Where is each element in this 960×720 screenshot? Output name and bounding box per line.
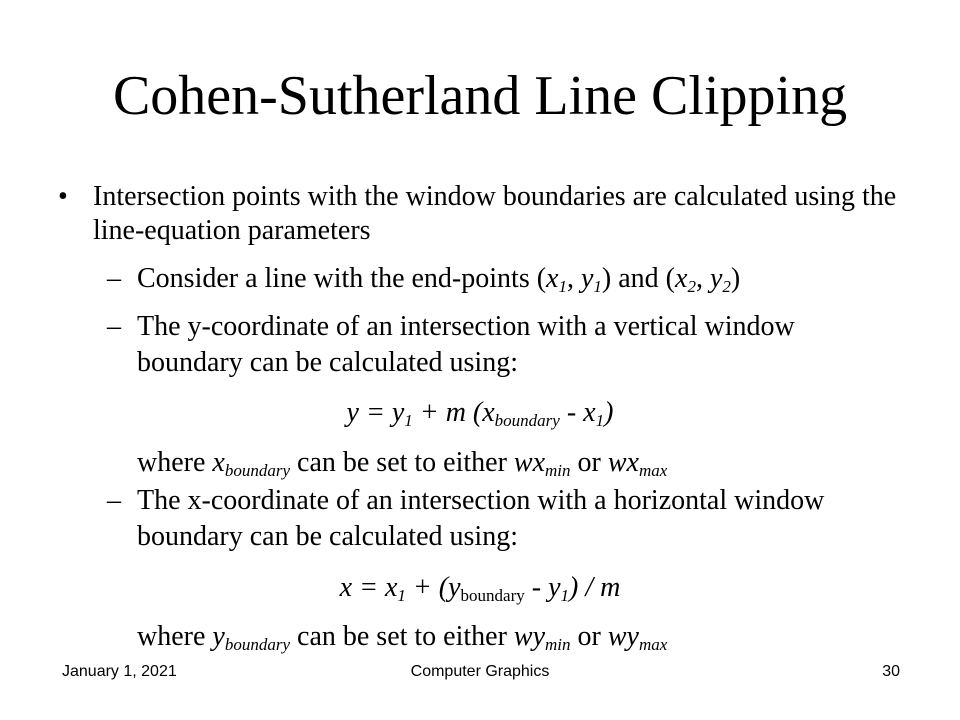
eq-part: y = y	[346, 397, 405, 428]
sub-bullet-1-marker: –	[107, 263, 121, 294]
eq-sub: 1	[397, 586, 406, 605]
var-sub: min	[545, 635, 571, 654]
sub-bullet-3-marker: –	[107, 485, 121, 516]
eq-sub: 1	[560, 586, 570, 605]
eq-part: - y	[524, 572, 561, 603]
sub-bullet-1-text	[137, 262, 740, 296]
eq-part: )	[604, 397, 614, 428]
bullet-text: Intersection points with the window boundaries are calculated using the line-equation parameters	[93, 181, 897, 246]
text-run: or	[570, 447, 608, 478]
var: x	[212, 447, 225, 478]
text-run: ,	[566, 263, 581, 294]
text-run: ) and (	[601, 263, 675, 294]
sub-2: 2	[722, 277, 731, 296]
where-x-boundary	[137, 446, 667, 480]
eq-part: - x	[559, 397, 596, 428]
eq-part: + m (x	[412, 397, 495, 428]
var-x2: x	[675, 263, 688, 294]
var-sub: boundary	[224, 461, 291, 480]
bullet-marker: •	[58, 181, 68, 212]
var-y1: y	[580, 263, 594, 294]
text-run: can be set to either	[290, 447, 514, 478]
eq-sub: 1	[404, 411, 413, 430]
var-sub: max	[638, 635, 668, 654]
eq-sub: boundary	[460, 586, 525, 605]
slide-title: Cohen-Sutherland Line Clipping	[112, 65, 848, 127]
var: wx	[607, 447, 639, 478]
var-sub: min	[545, 461, 571, 480]
var: wx	[513, 447, 546, 478]
var: wy	[607, 621, 639, 652]
equation-x	[0, 571, 960, 605]
sub-bullet-2-marker: –	[107, 311, 121, 342]
footer-course: Computer Graphics	[410, 663, 550, 680]
text-run: where	[137, 447, 213, 478]
text-run: ,	[695, 263, 710, 294]
footer-page-number: 30	[882, 663, 900, 680]
var-x1: x	[546, 263, 559, 294]
text-run: where	[137, 621, 213, 652]
sub-bullet-2-text: The y-coordinate of an intersection with a vertical window boundary can be calculated using:	[137, 311, 795, 378]
sub-1: 1	[593, 277, 602, 296]
var-sub: max	[638, 461, 668, 480]
eq-sub: 1	[595, 411, 605, 430]
var-y2: y	[709, 263, 723, 294]
sub-2: 2	[687, 277, 696, 296]
text-run: )	[730, 263, 741, 294]
equation-y	[0, 396, 960, 430]
text-run: or	[570, 621, 608, 652]
text-run: can be set to either	[290, 621, 514, 652]
eq-part: x = x	[339, 572, 398, 603]
var: y	[212, 621, 225, 652]
where-y-boundary	[137, 620, 667, 654]
footer-date: January 1, 2021	[62, 663, 177, 680]
var-sub: boundary	[224, 635, 291, 654]
var: wy	[513, 621, 546, 652]
sub-bullet-3-text: The x-coordinate of an intersection with a horizontal window boundary can be calculated using:	[137, 485, 825, 552]
sub-1: 1	[558, 277, 567, 296]
eq-part: ) / m	[569, 572, 621, 603]
eq-sub: boundary	[494, 411, 560, 430]
eq-part: + (y	[405, 572, 461, 603]
text-run: Consider a line with the end-points (	[137, 263, 547, 294]
